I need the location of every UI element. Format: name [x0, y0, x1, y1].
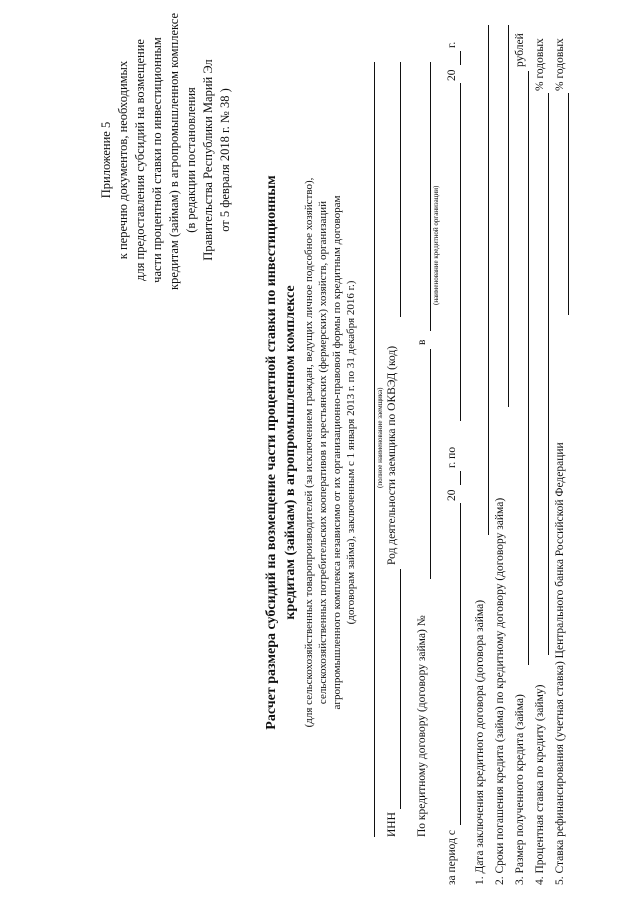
title-line-2: кредитам (займам) в агропромышленном комплексе — [283, 285, 298, 620]
subtitle-line-1: (для сельскохозяйственных товаропроизводителей (за исключением граждан, ведущих личное подсобное хозяйство), — [303, 177, 315, 728]
title-line-1: Расчет размера субсидий на возмещение части процентной ставки по инвестиционным — [264, 175, 279, 730]
contract-number-label: По кредитному договору (договору займа) № — [416, 615, 428, 837]
inn-label: ИНН — [386, 812, 398, 837]
appendix-line-8: от 5 февраля 2018 г. № 38 ) — [218, 88, 232, 232]
inn-field[interactable] — [400, 569, 401, 809]
item-4-unit: % годовых — [534, 38, 546, 91]
item-4-label: 4. Процентная ставка по кредиту (займу) — [534, 684, 546, 885]
period-end-unit: г. — [446, 41, 458, 48]
item-4-field[interactable] — [548, 93, 549, 655]
credit-organization-field[interactable] — [430, 62, 431, 331]
appendix-header — [98, 12, 234, 290]
contract-in-label: в — [416, 339, 428, 345]
item-1-label: 1. Дата заключения кредитного договора (договора займа) — [474, 599, 486, 885]
period-label: за период с — [446, 830, 458, 885]
period-end-year-field[interactable] — [460, 51, 461, 65]
borrower-name-caption: (полное наименование заемщика) — [376, 387, 384, 488]
subtitle-line-3: агропромышленного комплекса независимо от их организационно-правовой формы по кредитным договорам — [331, 195, 343, 710]
item-5-label: 5. Ставка рефинансирования (учетная ставка) Центрального банка Российской Федерации — [554, 442, 566, 885]
item-5-field[interactable] — [568, 93, 569, 315]
appendix-line-6: (в редакции постановления — [184, 87, 198, 233]
period-start-field[interactable] — [460, 503, 461, 825]
page-title — [262, 20, 300, 885]
appendix-line-5: кредитам (займам) в агропромышленном комплексе — [167, 12, 181, 290]
item-1-field[interactable] — [488, 25, 489, 535]
appendix-line-7: Правительства Республики Марий Эл — [201, 59, 215, 261]
period-to-label: г. по — [446, 446, 458, 468]
item-2-label: 2. Сроки погашения кредита (займа) по кредитному договору (договору займа) — [494, 497, 506, 885]
borrower-name-line[interactable] — [374, 62, 375, 837]
period-end-field[interactable] — [460, 83, 461, 421]
item-3-field[interactable] — [528, 71, 529, 665]
item-2-field[interactable] — [508, 25, 509, 407]
credit-organization-caption: (наименование кредитной организации) — [432, 185, 440, 305]
subtitle-line-2: сельскохозяйственных потребительских кооперативов и крестьянских (фермерских) хозяйств, организаций — [317, 200, 329, 705]
page-subtitle — [302, 20, 358, 885]
appendix-line-2: к перечню документов, необходимых — [116, 60, 130, 260]
okved-label: Род деятельности заемщика по ОКВЭД (код) — [386, 345, 398, 565]
okved-field[interactable] — [400, 62, 401, 317]
period-start-year-field[interactable] — [460, 471, 461, 485]
subtitle-line-4: (договорам займа), заключенным с 1 января 2013 г. по 31 декабря 2016 г.) — [345, 280, 357, 625]
item-3-unit: рублей — [514, 33, 526, 67]
appendix-line-3: для предоставления субсидий на возмещение — [133, 39, 147, 281]
appendix-line-4: части процентной ставки по инвестиционным — [150, 37, 164, 283]
item-5-unit: % годовых — [554, 38, 566, 91]
appendix-line-1: Приложение 5 — [99, 121, 113, 199]
contract-number-field[interactable] — [430, 349, 431, 579]
item-3-label: 3. Размер полученного кредита (займа) — [514, 694, 526, 885]
period-start-year: 20 — [446, 489, 458, 501]
period-end-year: 20 — [446, 69, 458, 81]
